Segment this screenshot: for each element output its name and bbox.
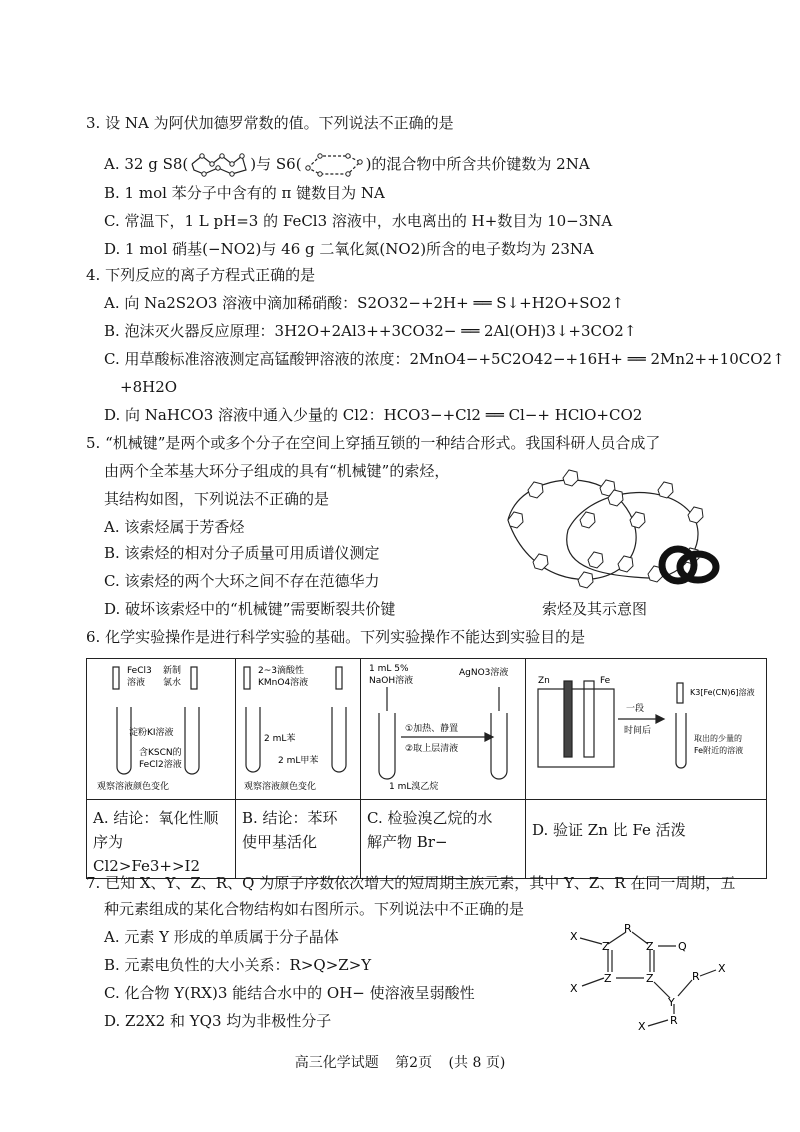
- q5-option-a: A. 该索烃属于芳香烃: [104, 518, 245, 536]
- img3-l5: ②取上层清液: [405, 744, 459, 754]
- q5-option-c: C. 该索烃的两个大环之间不存在范德华力: [104, 572, 380, 590]
- q6-option-a: A. 结论：氧化性顺 序为 Cl2>Fe3+>I2: [87, 800, 236, 879]
- img3-l6: 1 mL溴乙烷: [389, 782, 439, 792]
- footer-page: 第2页: [395, 1055, 433, 1071]
- struct-r1: R: [624, 922, 632, 935]
- footer-title: 高三化学试题: [294, 1055, 379, 1071]
- img2-l4: 2 mL甲苯: [278, 756, 319, 766]
- img3-l1: 1 mL 5%: [369, 664, 409, 674]
- q7-option-c: C. 化合物 Y(RX)3 能结合水中的 OH− 使溶液呈弱酸性: [104, 984, 475, 1002]
- struct-z1: Z: [602, 940, 610, 953]
- page-footer: [0, 1052, 800, 1072]
- q3-stem: 3. 设 NA 为阿伏加德罗常数的值。下列说法不正确的是: [86, 114, 454, 132]
- img3-l4: ①加热、静置: [405, 724, 459, 734]
- q3-option-b: B. 1 mol 苯分子中含有的 π 键数目为 NA: [104, 184, 385, 202]
- footer-total: (共 8 页): [448, 1055, 506, 1071]
- q5-option-d: D. 破坏该索烃中的“机械键”需要断裂共价键: [104, 600, 396, 618]
- struct-z3: Z: [604, 972, 612, 985]
- q4-option-d: D. 向 NaHCO3 溶液中通入少量的 Cl2：HCO3−+Cl2 ══ Cl−+ HClO+CO2: [104, 406, 643, 424]
- q7-option-b: B. 元素电负性的大小关系：R>Q>Z>Y: [104, 956, 372, 974]
- struct-z4: Z: [646, 972, 654, 985]
- q7-stem-line2: 种元素组成的某化合物结构如右图所示。下列说法中不正确的是: [104, 900, 525, 918]
- q5-option-b: B. 该索烃的相对分子质量可用质谱仪测定: [104, 544, 380, 562]
- q6-option-c: C. 检验溴乙烷的水 解产物 Br−: [361, 800, 526, 879]
- s8-ring-icon: [188, 152, 250, 178]
- s6-ring-icon: [302, 152, 366, 178]
- img4-l3: K3[Fe(CN)6]溶液: [690, 688, 755, 697]
- q4-option-c: C. 用草酸标准溶液测定高锰酸钾溶液的浓度：2MnO4−+5C2O42−+16H+ ══ 2Mn2++10CO2↑: [104, 350, 785, 368]
- q3-a-post: )的混合物中所含共价键数为 2NA: [365, 155, 590, 173]
- img1-l6: 含KSCN的: [139, 748, 182, 758]
- img2-l3: 2 mL苯: [264, 734, 296, 744]
- q5-stem-line2: 由两个全苯基大环分子组成的具有“机械键”的索烃，: [104, 462, 450, 480]
- q3-a-pre: A. 32 g S8(: [104, 155, 189, 173]
- experiment-c-figure: [361, 659, 526, 800]
- img1-l2: 溶液: [127, 678, 146, 688]
- img4-l7: Fe附近的溶液: [694, 746, 744, 755]
- img4-l4: 一段: [626, 704, 645, 714]
- q6-stem: 6. 化学实验操作是进行科学实验的基础。下列实验操作不能达到实验目的是: [86, 628, 586, 646]
- img1-l1: FeCl3: [127, 666, 152, 676]
- struct-x2: X: [570, 982, 578, 995]
- img3-l3: AgNO3溶液: [459, 668, 509, 678]
- q6-option-d: D. 验证 Zn 比 Fe 活泼: [526, 800, 767, 879]
- img4-l2: Fe: [600, 676, 611, 686]
- q3-a-mid: )与 S6(: [250, 155, 302, 173]
- img1-l5: 淀粉KI溶液: [129, 728, 174, 738]
- experiment-table: [86, 658, 767, 879]
- q3-option-d: D. 1 mol 硝基(−NO2)与 46 g 二氧化氮(NO2)所含的电子数均为 23NA: [104, 240, 594, 258]
- struct-z2: Z: [646, 940, 654, 953]
- img2-l5: 观察溶液颜色变化: [244, 782, 317, 792]
- q7-option-a: A. 元素 Y 形成的单质属于分子晶体: [104, 928, 339, 946]
- img1-l7: FeCl2溶液: [139, 760, 182, 770]
- q4-option-a: A. 向 Na2S2O3 溶液中滴加稀硝酸：S2O32−+2H+ ══ S↓+H2O+SO2↑: [104, 294, 624, 312]
- img3-l2: NaOH溶液: [369, 676, 414, 686]
- q3-option-a: [104, 152, 590, 178]
- q7-structure-figure: [560, 920, 740, 1032]
- img2-l2: KMnO4溶液: [258, 678, 309, 688]
- img4-l1: Zn: [538, 676, 550, 686]
- interlocked-rings-icon: [656, 542, 720, 588]
- q3-option-c: C. 常温下，1 L pH=3 的 FeCl3 溶液中，水电离出的 H+数目为 10−3NA: [104, 212, 613, 230]
- experiment-d-figure: [526, 659, 767, 800]
- experiment-b-figure: [236, 659, 361, 800]
- struct-q: Q: [678, 940, 687, 953]
- img1-l8: 观察溶液颜色变化: [97, 782, 170, 792]
- img1-l3: 新制: [163, 666, 182, 676]
- q5-stem-line3: 其结构如图，下列说法不正确的是: [104, 490, 330, 508]
- q4-stem: 4. 下列反应的离子方程式正确的是: [86, 266, 316, 284]
- img2-l1: 2~3滴酸性: [258, 666, 304, 676]
- struct-r2: R: [692, 970, 700, 983]
- img4-l5: 时间后: [624, 726, 652, 736]
- q4-option-b: B. 泡沫灭火器反应原理：3H2O+2Al3++3CO32− ══ 2Al(OH)3↓+3CO2↑: [104, 322, 637, 340]
- q4-option-c-cont: +8H2O: [120, 378, 178, 396]
- img4-l6: 取出的少量的: [694, 734, 742, 743]
- experiment-a-figure: [87, 659, 236, 800]
- struct-x1: X: [570, 930, 578, 943]
- q7-stem-line1: 7. 已知 X、Y、Z、R、Q 为原子序数依次增大的短周期主族元素，其中 Y、Z、R 在同一周期，五: [86, 874, 736, 892]
- struct-y: Y: [668, 996, 675, 1009]
- struct-r3: R: [670, 1014, 678, 1027]
- q5-stem-line1: 5. “机械键”是两个或多个分子在空间上穿插互锁的一种结合形式。我国科研人员合成了: [86, 434, 661, 452]
- q7-option-d: D. Z2X2 和 YQ3 均为非极性分子: [104, 1012, 332, 1030]
- catenane-caption: 索烃及其示意图: [542, 600, 648, 618]
- q6-option-b: B. 结论：苯环 使甲基活化: [236, 800, 361, 879]
- struct-x4: X: [638, 1020, 646, 1032]
- img1-l4: 氯水: [163, 678, 182, 688]
- struct-x3: X: [718, 962, 726, 975]
